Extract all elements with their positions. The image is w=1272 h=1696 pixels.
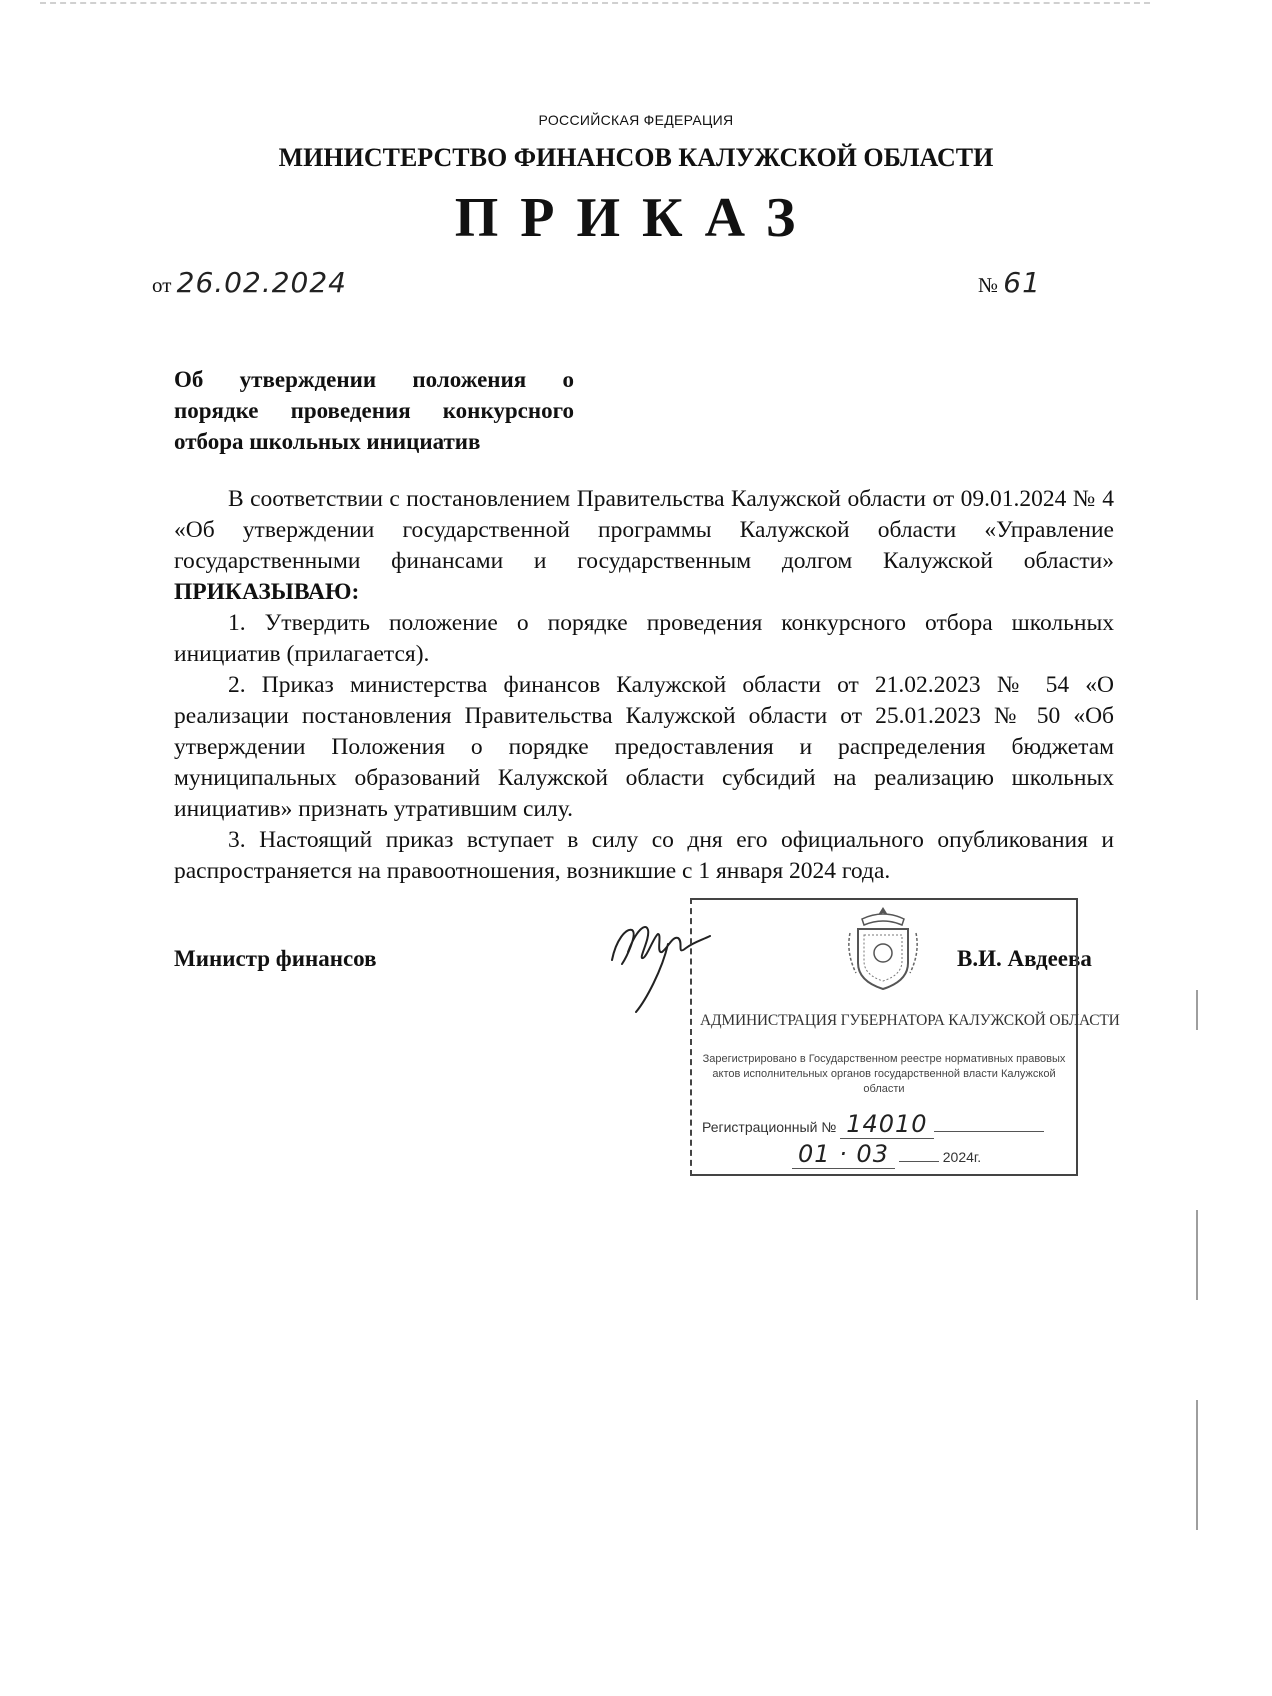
document-body	[174, 484, 1114, 887]
handwritten-registration-date: 01 · 03	[792, 1140, 895, 1169]
document-date	[152, 266, 347, 299]
subject-line: порядке проведения конкурсного	[174, 398, 574, 423]
number-prefix: №	[978, 273, 999, 297]
ministry-name: МИНИСТЕРСТВО ФИНАНСОВ КАЛУЖСКОЙ ОБЛАСТИ	[278, 143, 994, 172]
signatory-title: Министр финансов	[174, 946, 377, 971]
stamp-text: Зарегистрировано в Государственном реестре нормативных правовых актов исполнительных органов государственной власти Калужской области	[702, 1053, 1066, 1095]
subject-line: Об утверждении положения о	[174, 367, 574, 392]
stamp-registration-number	[702, 1110, 1068, 1138]
date-prefix: от	[152, 273, 172, 297]
registration-year: 2024г.	[942, 1149, 982, 1165]
handwritten-number: 61	[1003, 266, 1041, 299]
registration-stamp	[690, 898, 1120, 1176]
document-type-title: ПРИКАЗ	[454, 187, 818, 249]
preamble-text: В соответствии с постановлением Правительства Калужской области от 09.01.2024 № 4 «Об утверждении государственной программы Калужской области «Управление государственными финансами и государственным долгом Калужской области»	[174, 486, 1114, 574]
stamp-fill-line	[934, 1131, 1044, 1132]
signatory-name: В.И. Авдеева	[957, 946, 1092, 971]
stamp-fill-line	[899, 1161, 939, 1162]
order-item: 3. Настоящий приказ вступает в силу со дня его официального опубликования и распространяется на правоотношения, возникшие с 1 января 2024 года.	[174, 827, 1114, 884]
registration-label: Регистрационный №	[702, 1119, 837, 1135]
subject-line: отбора школьных инициатив	[174, 429, 481, 454]
country-name: РОССИЙСКАЯ ФЕДЕРАЦИЯ	[538, 112, 734, 128]
stamp-header: АДМИНИСТРАЦИЯ ГУБЕРНАТОРА КАЛУЖСКОЙ ОБЛАСТИ	[700, 1012, 1120, 1029]
scan-artifact-right	[1196, 990, 1198, 1030]
scan-artifact-top	[40, 2, 1150, 6]
preamble-paragraph	[174, 484, 1114, 608]
handwritten-date: 26.02.2024	[176, 266, 347, 299]
scan-artifact-right	[1196, 1210, 1198, 1300]
order-item: 1. Утвердить положение о порядке проведения конкурсного отбора школьных инициатив (прилагается).	[174, 610, 1114, 667]
document-number	[978, 266, 1041, 299]
order-item: 2. Приказ министерства финансов Калужской области от 21.02.2023 № 54 «О реализации постановления Правительства Калужской области от 25.01.2023 № 50 «Об утверждении Положения о порядке предоставления и распределения бюджетам муниципальных образований Калужской области субсидий на реализацию школьных инициатив» признать утратившим силу.	[174, 672, 1114, 822]
command-word: ПРИКАЗЫВАЮ:	[174, 579, 360, 605]
handwritten-registration-number: 14010	[840, 1110, 933, 1139]
document-subject	[174, 364, 574, 457]
stamp-registration-date	[792, 1140, 1062, 1168]
scan-artifact-right	[1196, 1400, 1198, 1530]
coat-of-arms-icon	[842, 903, 924, 993]
